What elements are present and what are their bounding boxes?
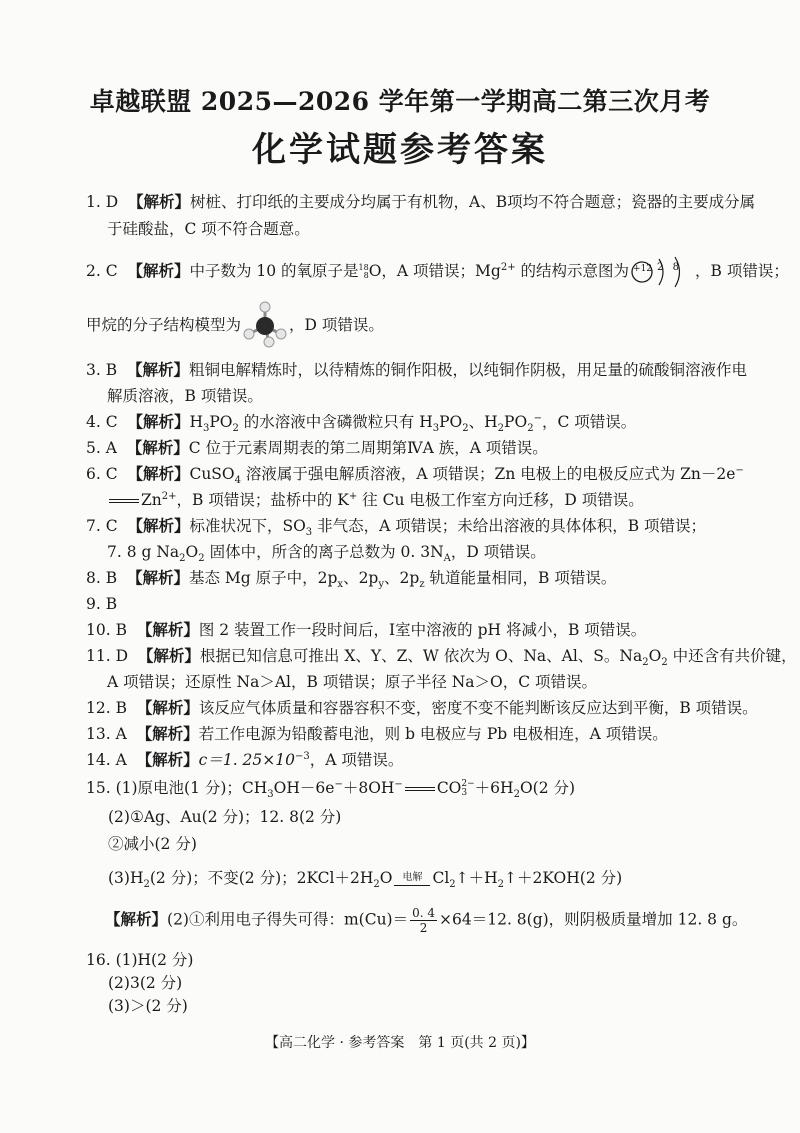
answer-q10: 10. B 【解析】图 2 装置工作一段时间后，Ⅰ室中溶液的 pH 将减小，B 项错误。 [86, 620, 647, 639]
answer-q6: 6. C 【解析】CuSO$_4$ 溶液属于强电解质溶液，A 项错误；Zn 电极上的电极反应式为 Zn－2e− [86, 464, 744, 487]
answer-q15-part3: $(3)H_2(2$ 分)；不变(2 分)；$2KCl+2H_2O$ 电解 $Cl_2↑+H_2↑+2KOH(2$ 分) [108, 869, 623, 891]
exam-title: 卓越联盟 2025—2026 学年第一学期高二第三次月考 [89, 87, 711, 116]
answer-q16-part2: (2)3(2 分) [108, 974, 183, 992]
answer-q12: 12. B 【解析】该反应气体质量和容器容积不变，密度不变不能判断该反应达到平衡，B 项错误。 [86, 698, 758, 717]
answer-q1: 1. D 【解析】树桩、打印纸的主要成分均属于有机物，A、B项均不符合题意；瓷器的主要成分属 [86, 192, 756, 211]
answer-q15-part2: (2)①Ag、Au(2 分)；12. 8(2 分) [108, 808, 342, 826]
answer-q14: 14. A 【解析】c＝1. $25\times 10^{-3}$，A 项错误。 [86, 750, 404, 769]
answer-q4: 4. C 【解析】$H_3PO_2$ 的水溶液中含磷微粒只有 $H_3PO_2$、$H_2PO_2^-$，C 项错误。 [86, 412, 637, 435]
answer-q11-cont: A 项错误；还原性 Na＞Al，B 项错误；原子半径 Na＞O，C 项错误。 [107, 673, 598, 691]
answer-q7: 7. C 【解析】标准状况下，$SO_3$ 非气态，A 项错误；未给出溶液的具体体积，B 项错误； [86, 516, 707, 539]
answer-q16-part3: (3)＞(2 分) [108, 997, 188, 1015]
page-footer: 【高二化学 · 参考答案 第 1 页(共 2 页)】 [265, 1035, 535, 1051]
answer-q9: 9. B [86, 595, 118, 613]
answer-q6-cont: $Zn^{2+}$，B 项错误；盐桥中的 K+ 往 Cu 电极工作室方向迁移，D 项错误。 [107, 490, 644, 510]
answer-q15-explanation: 【解析】(2)①利用电子得失可得：m(Cu)＝ $\frac{0. 4}{2}$ ×64＝12. 8(g)，则阴极质量增加 12. 8 g。 [105, 906, 748, 935]
methane-model-diagram [241, 316, 289, 336]
answer-q1-cont: 于硅酸盐，C 项不符合题意。 [107, 220, 310, 238]
answer-q2-cont: 甲烷的分子结构模型为 ，D 项错误。 [86, 315, 384, 336]
answer-q11: 11. D 【解析】根据已知信息可推出 X、Y、Z、W 依次为 O、Na、Al、S。$Na_2O_2$ 中还含有共价键， [86, 646, 797, 669]
equals-sign [109, 499, 139, 503]
answer-q7-cont: 7. 8 g $Na_2O_2$ 固体中，所含的离子总数为 0. $3N_A$，D 项错误。 [107, 543, 546, 565]
answer-q15-part2b: ②减小(2 分) [108, 835, 197, 853]
answer-q16-part1: 16. (1)H(2 分) [86, 951, 194, 969]
answer-key-title: 化学试题参考答案 [252, 130, 548, 170]
answer-q15-part1: 15. (1)原电池(1 分)；$CH_3OH-6e^-+8OH^-$ CO 2− 3 $+6H_2O(2$ 分) [86, 778, 576, 801]
answer-q3: 3. B 【解析】粗铜电解精炼时，以待精炼的铜作阳极，以纯铜作阴极，用足量的硫酸铜溶液作电 [86, 360, 747, 379]
answer-q8: 8. B 【解析】基态 Mg 原子中，$2p_x$、$2p_y$、$2p_z$ 轨道能量相同，B 项错误。 [86, 568, 617, 591]
answer-q2: 2. C 【解析】中子数为 10 的氧原子是 18 8 O，A 项错误；$Mg^{2+}$ 的结构示意图为 +12 2 8 ，B 项错误； [86, 261, 789, 282]
methane-ball-model-icon [241, 300, 289, 348]
equals-sign [405, 787, 435, 791]
answer-q13: 13. A 【解析】若工作电源为铅酸蓄电池，则 b 电极应与 Pb 电极相连，A 项错误。 [86, 724, 668, 743]
answer-q5: 5. A 【解析】C 位于元素周期表的第二周期第ⅣA 族，A 项错误。 [86, 438, 548, 457]
fraction: $\frac{0. 4}{2}$ [412, 906, 436, 935]
electrolysis-condition: 电解 [394, 873, 430, 886]
answer-q3-cont: 解质溶液，B 项错误。 [107, 387, 263, 405]
mg-ion-structure-diagram: +12 2 8 [629, 262, 695, 282]
